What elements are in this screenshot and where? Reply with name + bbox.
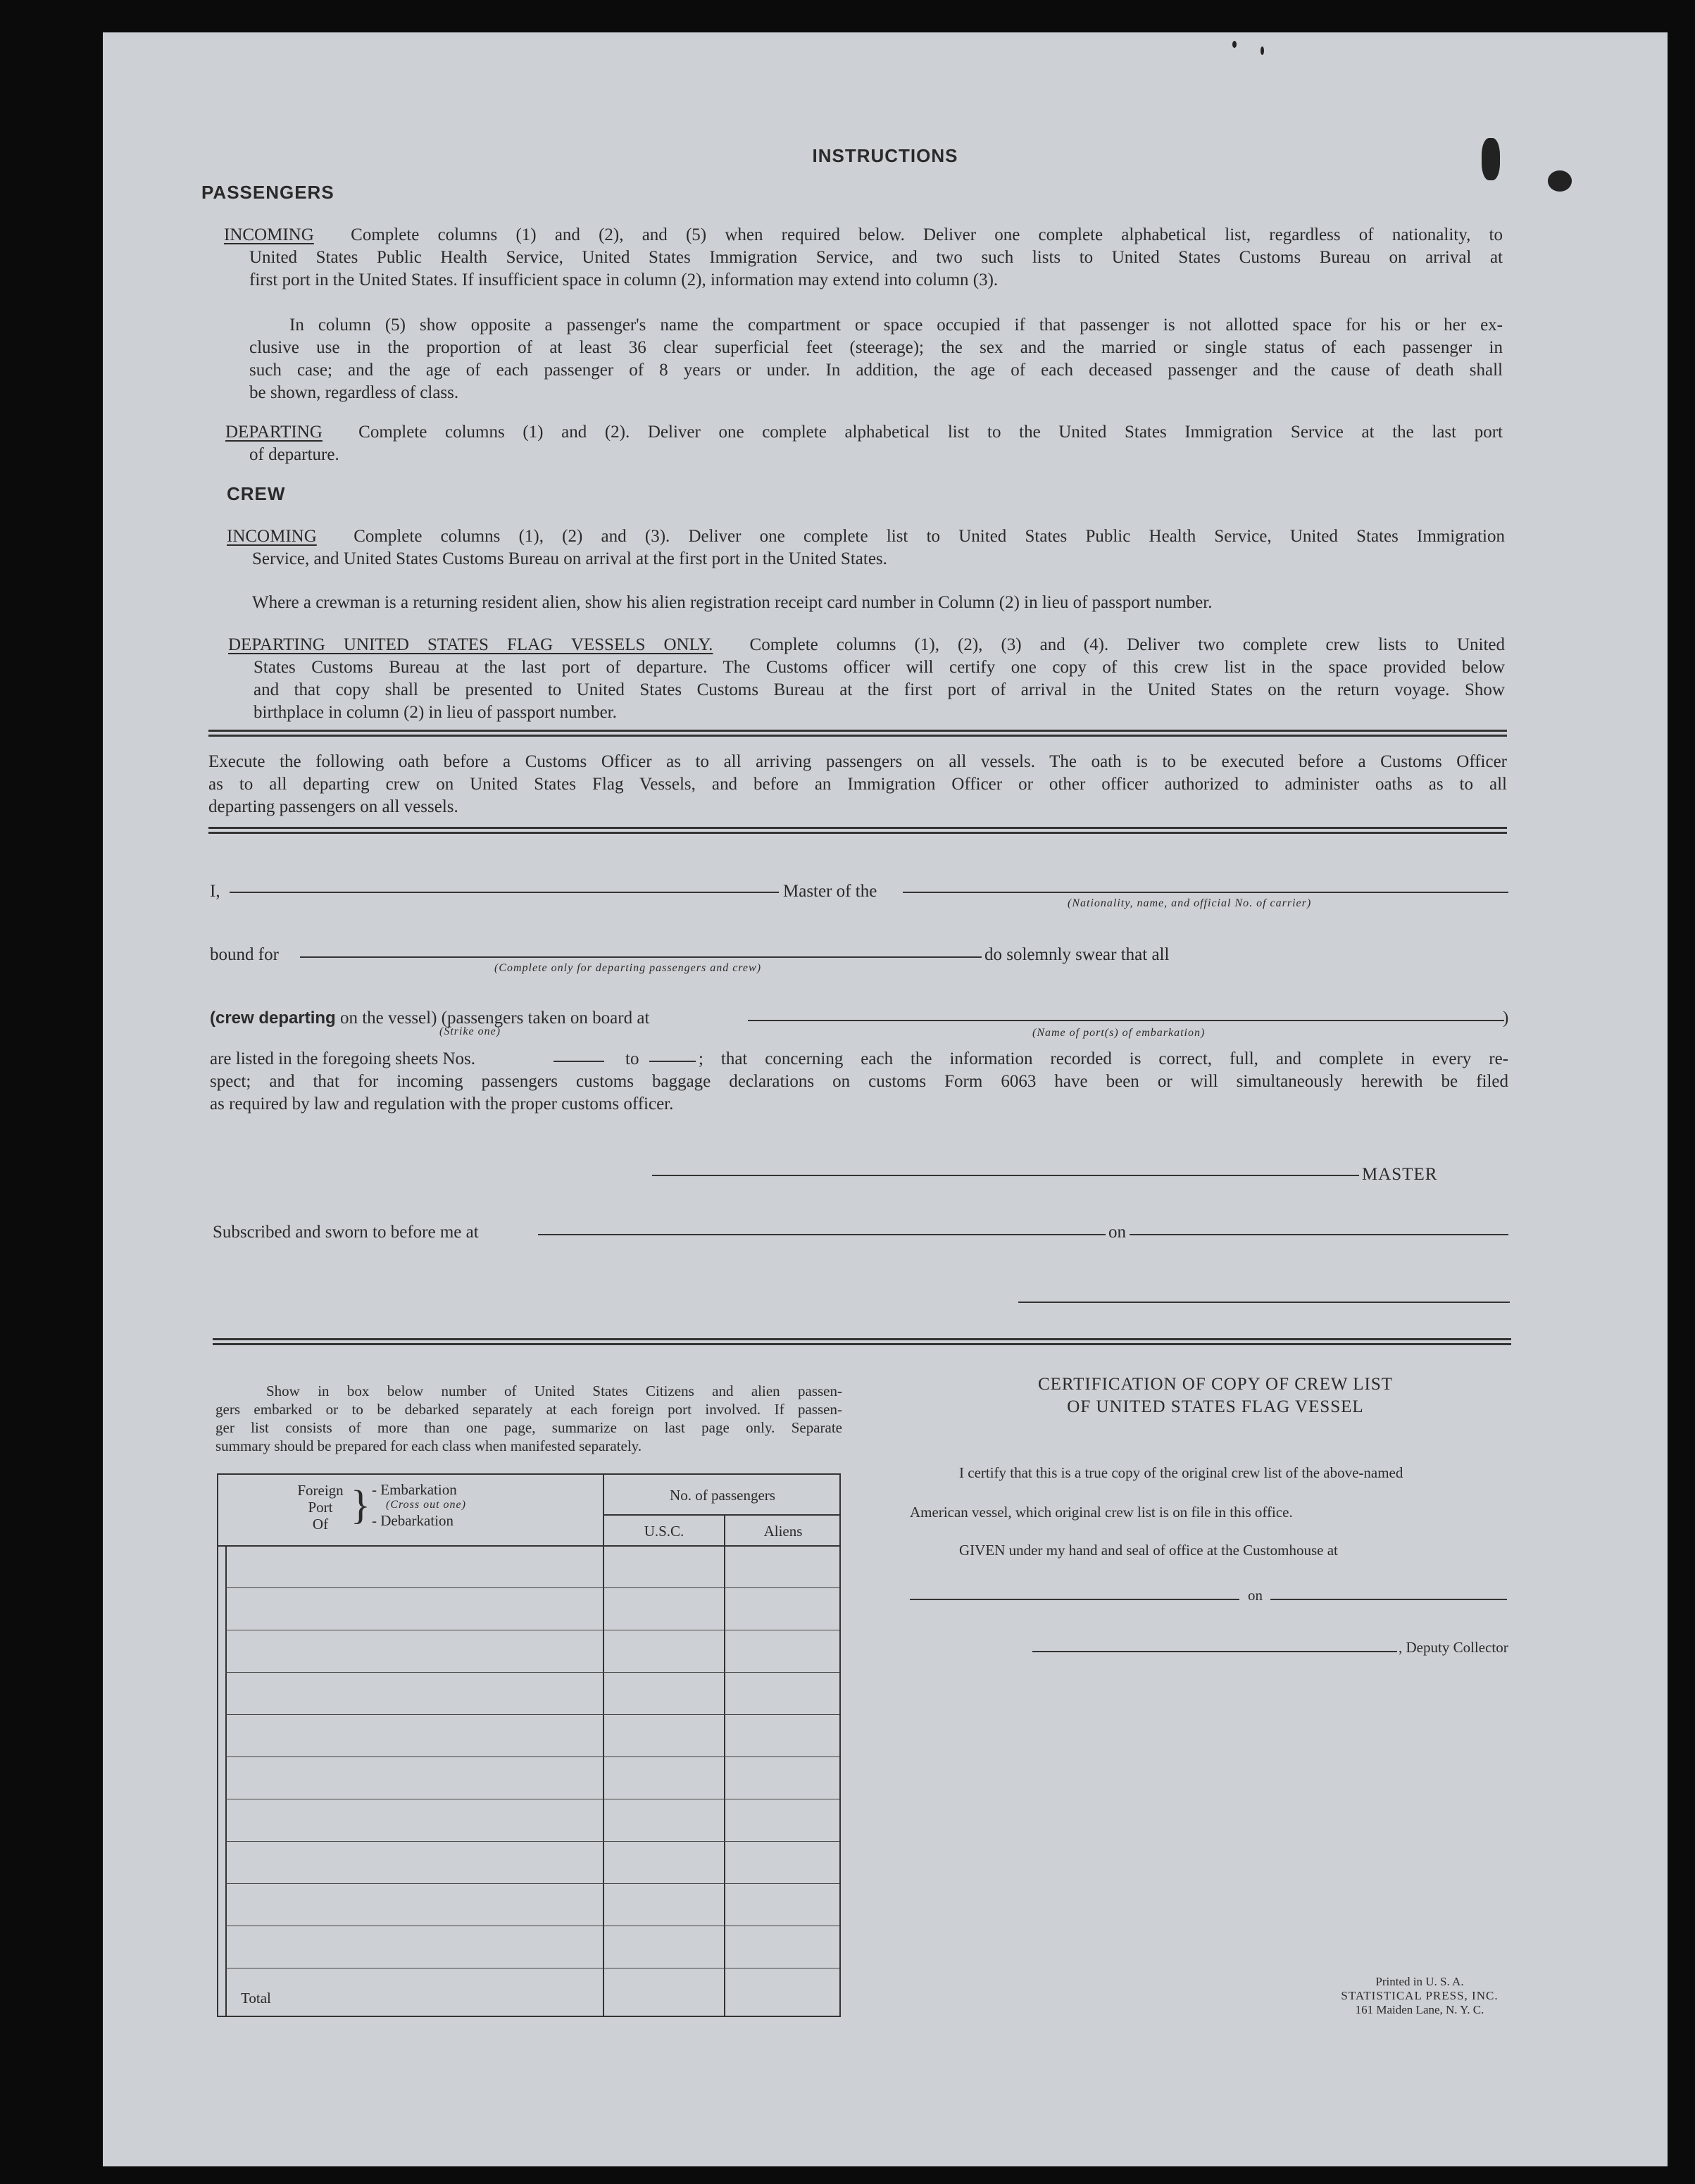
passengers-incoming-line-2: United States Public Health Service, United States Immigration Service, and two such lists to United States Customs Bureau on arrival at	[249, 248, 1503, 267]
crew-resident-alien-note: Where a crewman is a returning resident alien, show his alien registration receipt card number in Column (2) in lieu of passport number.	[252, 593, 1213, 612]
page-title: INSTRUCTIONS	[812, 145, 958, 166]
master-signature-field[interactable]	[652, 1175, 1359, 1176]
embarkation-port-field[interactable]	[748, 1020, 1504, 1021]
debarkation-option[interactable]: - Debarkation	[372, 1512, 454, 1529]
crew-incoming-line-1: INCOMING Complete columns (1), (2) and (3). Deliver one complete list to United States Public Health Service, United States Immigration	[227, 527, 1506, 546]
crew-departing-line-4: birthplace in column (2) in lieu of passport number.	[254, 703, 617, 722]
crew-departing-option: (crew departing	[210, 1009, 336, 1028]
passengers-departing-label: DEPARTING	[225, 423, 323, 442]
carrier-caption: (Nationality, name, and official No. of carrier)	[1068, 897, 1312, 909]
crew-departing-line-2: States Customs Bureau at the last port of departure. The Customs officer will certify one copy of this crew list in the space provided below	[254, 658, 1505, 677]
table-row[interactable]	[225, 1630, 839, 1673]
summary-instructions-line-3: ger list consists of more than one page, summarize on last page only. Separate	[215, 1419, 842, 1436]
aliens-header: Aliens	[724, 1516, 841, 1547]
total-row[interactable]	[225, 1968, 839, 2014]
passengers-header: No. of passengers	[603, 1475, 841, 1516]
section-title-crew: CREW	[227, 483, 286, 504]
ink-speck	[1261, 46, 1264, 55]
section-divider	[213, 1338, 1511, 1345]
passengers-incoming-line-1: INCOMING Complete columns (1) and (2), and (5) when required below. Deliver one complete alphabetical list, regardless of nationality, to	[224, 225, 1503, 244]
certification-title-line-1: CERTIFICATION OF COPY OF CREW LIST	[1037, 1375, 1394, 1394]
sworn-place-field[interactable]	[538, 1234, 1106, 1235]
certify-line-1: I certify that this is a true copy of the original crew list of the above-named	[959, 1464, 1403, 1481]
section-title-passengers: PASSENGERS	[201, 182, 334, 203]
passengers-departing-line-2: of departure.	[249, 445, 339, 464]
table-row[interactable]	[225, 1799, 839, 1842]
table-row[interactable]	[225, 1545, 839, 1588]
customhouse-field[interactable]	[910, 1599, 1239, 1600]
port-header	[218, 1475, 603, 1547]
bound-for-label: bound for	[210, 945, 279, 964]
table-row[interactable]	[225, 1714, 839, 1757]
crew-departing-label: DEPARTING UNITED STATES FLAG VESSELS ONLY.	[228, 635, 713, 654]
certification-title-line-2: OF UNITED STATES FLAG VESSEL	[1067, 1397, 1364, 1416]
passengers-departing-line-1: DEPARTING Complete columns (1) and (2). Deliver one complete alphabetical list to the United States Immigration Service at the last port	[225, 423, 1503, 442]
ink-blot	[1548, 170, 1572, 192]
strike-one-caption: (Strike one)	[439, 1025, 501, 1037]
passengers-incoming-label: INCOMING	[224, 225, 314, 244]
passenger-summary-box	[217, 1473, 841, 2017]
master-of-label: Master of the	[783, 882, 877, 901]
oath-text-line-1: ; that concerning each the information recorded is correct, full, and complete in every re-	[699, 1049, 1508, 1068]
section-divider	[208, 827, 1507, 834]
table-row[interactable]	[225, 1883, 839, 1926]
usc-header: U.S.C.	[603, 1516, 724, 1547]
table-row[interactable]	[225, 1926, 839, 1968]
embarkation-options: - Embarkation (Cross out one) - Debarkation	[372, 1481, 466, 1529]
master-name-field[interactable]	[230, 892, 779, 893]
summary-instructions-line-4: summary should be prepared for each class when manifested separately.	[215, 1437, 642, 1454]
ink-speck	[1232, 41, 1237, 48]
table-row[interactable]	[225, 1841, 839, 1884]
column5-line-2: clusive use in the proportion of at least 36 clear superficial feet (steerage); the sex and the married or single status of each passenger in	[249, 338, 1503, 357]
table-row[interactable]	[225, 1756, 839, 1799]
closing-paren: )	[1503, 1009, 1509, 1028]
oath-i-label: I,	[210, 882, 220, 901]
summary-instructions-line-2: gers embarked or to be debarked separately at each foreign port involved. If passen-	[215, 1401, 842, 1418]
solemnly-swear-text: do solemnly swear that all	[984, 945, 1170, 964]
subscribed-label: Subscribed and sworn to before me at	[213, 1223, 479, 1242]
crew-incoming-line-2: Service, and United States Customs Bureau on arrival at the first port in the United States.	[252, 549, 887, 568]
printer-imprint: Printed in U. S. A. STATISTICAL PRESS, INC. 161 Maiden Lane, N. Y. C.	[1341, 1975, 1499, 2016]
sheet-to-field[interactable]	[649, 1061, 696, 1062]
officer-signature-field[interactable]	[1018, 1302, 1510, 1303]
certification-on-label: on	[1248, 1587, 1263, 1604]
passengers-taken-option: (passengers taken on board at	[441, 1009, 650, 1028]
sheet-from-field[interactable]	[553, 1061, 604, 1062]
certification-date-field[interactable]	[1270, 1599, 1507, 1600]
crew-departing-line-1: DEPARTING UNITED STATES FLAG VESSELS ONLY. Complete columns (1), (2), (3) and (4). Deliver two complete crew lists to United	[228, 635, 1505, 654]
oath-text-line-2: spect; and that for incoming passengers customs baggage declarations on customs Form 6063 have been or will simultaneously herewith be filed	[210, 1072, 1508, 1091]
table-row[interactable]	[225, 1672, 839, 1715]
section-divider	[208, 730, 1507, 737]
foreign-port-of-label: Foreign Port Of	[297, 1482, 344, 1533]
given-under-hand-text: GIVEN under my hand and seal of office at the Customhouse at	[959, 1542, 1338, 1559]
oath-instructions-line-2: as to all departing crew on United States Flag Vessels, and before an Immigration Officer or other officer authorized to administer oaths as to all	[208, 775, 1507, 794]
crew-passengers-line: (crew departing on the vessel) (passengers taken on board at	[210, 1009, 650, 1028]
sworn-date-field[interactable]	[1130, 1234, 1508, 1235]
crew-departing-line-3: and that copy shall be presented to United States Customs Bureau at the first port of arrival in the United States on the return voyage. Show	[254, 680, 1505, 699]
crew-incoming-label: INCOMING	[227, 527, 317, 546]
embarkation-option[interactable]: - Embarkation	[372, 1481, 457, 1498]
column5-line-3: such case; and the age of each passenger of 8 years or under. In addition, the age of each deceased passenger and the cause of death shall	[249, 361, 1503, 380]
oath-instructions-line-1: Execute the following oath before a Customs Officer as to all arriving passengers on all vessels. The oath is to be executed before a Customs Officer	[208, 752, 1507, 771]
brace-icon: }	[351, 1482, 370, 1528]
passengers-incoming-line-3: first port in the United States. If insufficient space in column (2), information may extend into column (3).	[249, 270, 999, 289]
master-label: MASTER	[1362, 1165, 1438, 1184]
listed-in-sheets-label: are listed in the foregoing sheets Nos.	[210, 1049, 475, 1068]
column5-line-4: be shown, regardless of class.	[249, 383, 459, 402]
deputy-collector-label: , Deputy Collector	[1399, 1639, 1508, 1656]
oath-text-line-3: as required by law and regulation with the proper customs officer.	[210, 1094, 674, 1113]
sworn-on-label: on	[1108, 1223, 1126, 1242]
carrier-field[interactable]	[903, 892, 1508, 893]
total-label: Total	[241, 1990, 271, 2007]
bound-for-field[interactable]	[300, 956, 982, 958]
embarkation-caption: (Name of port(s) of embarkation)	[1032, 1027, 1206, 1039]
summary-instructions-line-1: Show in box below number of United States Citizens and alien passen-	[266, 1383, 842, 1399]
oath-instructions-line-3: departing passengers on all vessels.	[208, 797, 458, 816]
table-row[interactable]	[225, 1587, 839, 1630]
deputy-collector-signature-field[interactable]	[1032, 1651, 1397, 1652]
to-label: to	[625, 1049, 639, 1068]
form-page	[103, 32, 1668, 2166]
column5-line-1: In column (5) show opposite a passenger's name the compartment or space occupied if that passenger is not allotted space for his or her ex-	[289, 316, 1503, 335]
certify-line-2: American vessel, which original crew list is on file in this office.	[910, 1504, 1293, 1521]
bound-for-caption: (Complete only for departing passengers and crew)	[494, 962, 762, 974]
